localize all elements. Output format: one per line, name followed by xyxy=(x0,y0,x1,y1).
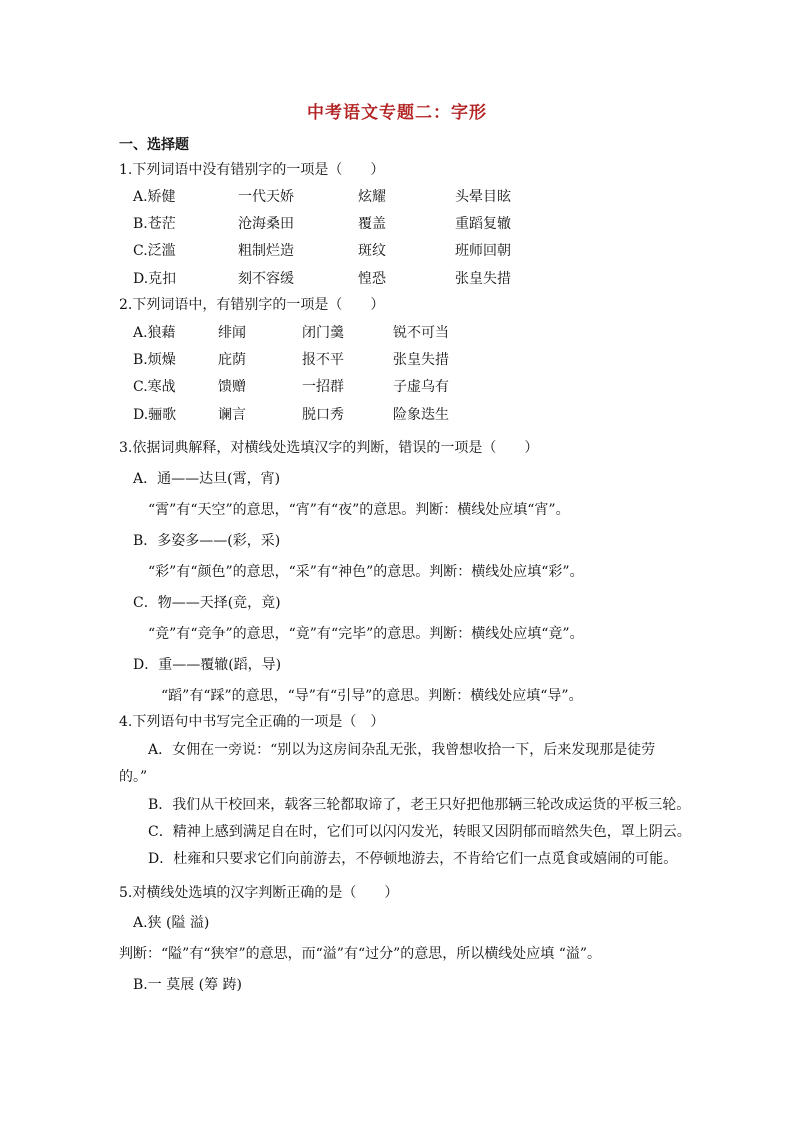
question-3-note-b: “彩”有“颜色”的意思，“采”有“神色”的意思。判断：横线处应填“彩”。 xyxy=(148,564,584,580)
question-3-note-c: “竞”有“竞争”的意思，“竟”有“完毕”的意思。判断：横线处应填“竟”。 xyxy=(148,626,584,642)
document-title: 中考语文专题二：字形 xyxy=(307,103,487,123)
question-1-stem: 1.下列词语中没有错别字的一项是（ ） xyxy=(119,162,385,178)
question-1-option-c: C.泛滥 粗制烂造 斑纹 班师回朝 xyxy=(133,243,511,259)
question-3-option-d: D．重——覆辙(蹈，导) xyxy=(133,657,282,673)
question-1-option-a: A.矫健 一代天娇 炫耀 头晕目眩 xyxy=(133,189,511,205)
question-2-option-d: D.骊歌 谰言 脱口秀 险象迭生 xyxy=(133,407,449,423)
question-5-stem: 5.对横线处选填的汉字判断正确的是（ ） xyxy=(119,885,399,901)
question-5-option-b: B.一 莫展 (筹 踌) xyxy=(133,977,243,993)
question-4-option-c: C．精神上感到满足自在时，它们可以闪闪发光，转眼又因阴郁而暗然失色，罩上阴云。 xyxy=(148,824,691,840)
question-2-option-c: C.寒战 馈赠 一招群 子虚乌有 xyxy=(133,379,449,395)
question-3-option-c: C．物——天择(竞，竟) xyxy=(133,595,281,611)
question-4-option-b: B．我们从干校回来，载客三轮都取谛了，老王只好把他那辆三轮改成运货的平板三轮。 xyxy=(148,797,691,813)
question-5-judgement: 判断：“隘”有“狭窄”的意思，而“溢”有“过分”的意思，所以横线处应填 “溢”。 xyxy=(119,946,602,962)
question-4-option-d: D．杜雍和只要求它们向前游去，不停顿地游去，不肯给它们一点觅食或嬉闹的可能。 xyxy=(148,851,678,867)
question-3-option-a: A．通——达旦(霄，宵) xyxy=(133,471,281,487)
question-4-stem: 4.下列语句中书写完全正确的一项是（ ） xyxy=(119,714,385,730)
question-2-option-a: A.狼藉 绯闻 闭门羹 锐不可当 xyxy=(133,325,449,341)
question-2-stem: 2.下列词语中，有错别字的一项是（ ） xyxy=(119,297,385,313)
question-4-option-a: A．女佣在一旁说：“别以为这房间杂乱无张，我曾想收拾一下，后来发现那是徒劳 xyxy=(148,742,656,758)
question-1-option-b: B.苍茫 沧海桑田 覆盖 重蹈复辙 xyxy=(133,216,511,232)
section-heading: 一、选择题 xyxy=(119,137,189,153)
question-4-option-a-cont: 的。” xyxy=(119,769,148,785)
question-3-option-b: B．多姿多——(彩，采) xyxy=(133,533,281,549)
question-3-note-d: “蹈”有“踩”的意思，“导”有“引导”的意思。判断：横线处应填“导”。 xyxy=(161,688,583,704)
question-3-note-a: “霄”有“天空”的意思，“宵”有“夜”的意思。判断：横线处应填“宵”。 xyxy=(148,502,570,518)
question-3-stem: 3.依据词典解释，对横线处选填汉字的判断，错误的一项是（ ） xyxy=(119,440,539,456)
question-2-option-b: B.烦燥 庇荫 报不平 张皇失措 xyxy=(133,352,449,368)
question-1-option-d: D.克扣 刻不容缓 惶恐 张皇失措 xyxy=(133,271,511,287)
question-5-option-a: A.狭 (隘 溢) xyxy=(133,915,210,931)
